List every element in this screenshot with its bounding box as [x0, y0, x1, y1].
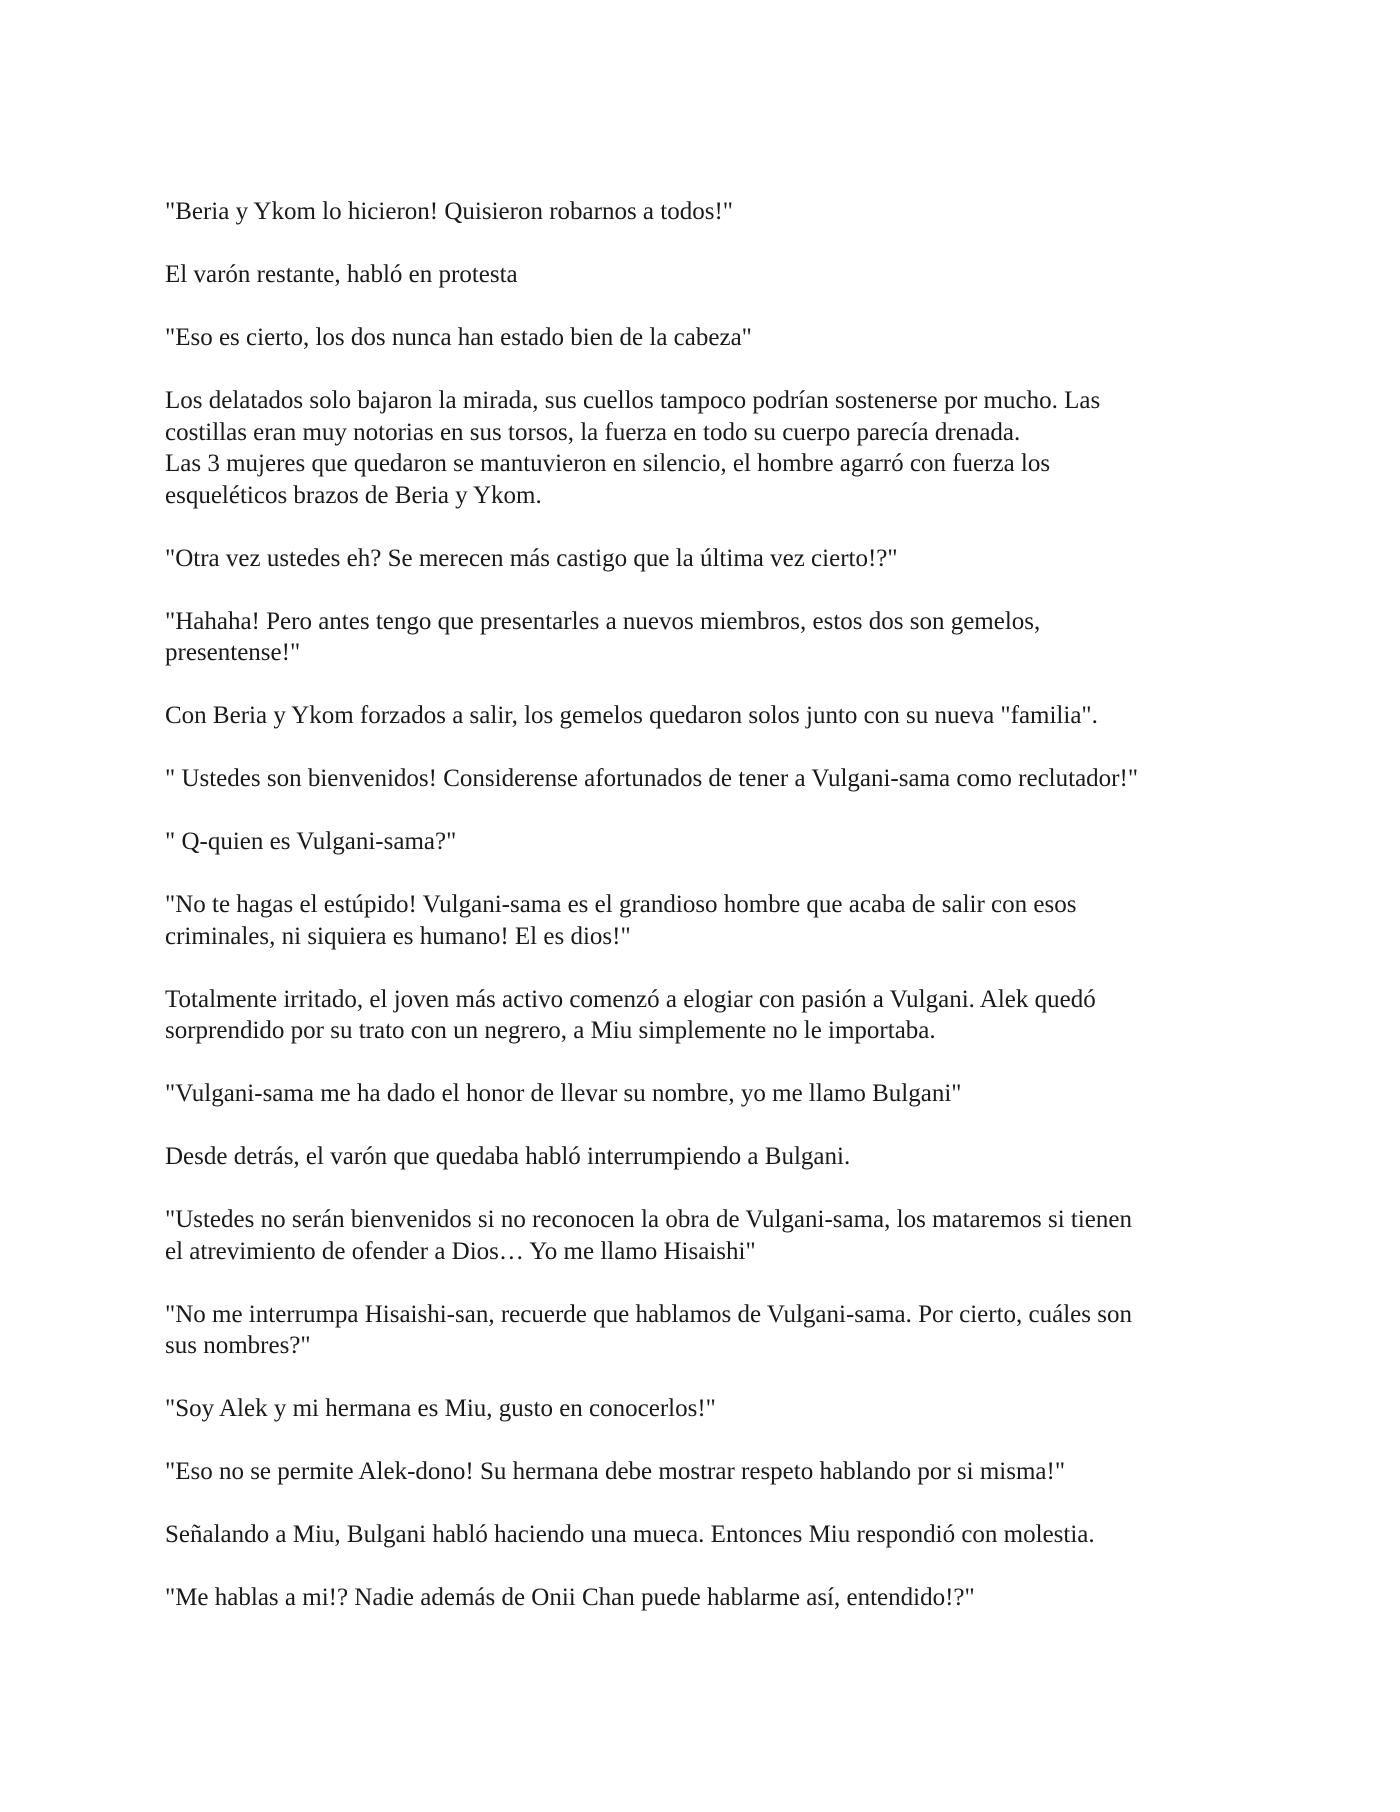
text-line: "No te hagas el estúpido! Vulgani-sama es el grandioso hombre que acaba de salir con esos: [165, 891, 1077, 918]
text-line: Señalando a Miu, Bulgani habló haciendo una mueca. Entonces Miu respondió con molestia.: [165, 1521, 1095, 1548]
text-line: " Q-quien es Vulgani-sama?": [165, 828, 457, 855]
paragraph-4: [165, 385, 1245, 511]
paragraph-15: [165, 1299, 1245, 1362]
text-line: Con Beria y Ykom forzados a salir, los gemelos quedaron solos junto con su nueva "familia".: [165, 702, 1098, 729]
text-line: esqueléticos brazos de Beria y Ykom.: [165, 481, 542, 509]
paragraph-11: [165, 984, 1245, 1047]
paragraph-1: [165, 196, 1245, 228]
document-body: [165, 196, 1245, 1614]
paragraph-8: [165, 763, 1245, 795]
text-line: "Otra vez ustedes eh? Se merecen más castigo que la última vez cierto!?": [165, 544, 898, 572]
text-line: Totalmente irritado, el joven más activo comenzó a elogiar con pasión a Vulgani. Alek quedó: [165, 985, 1096, 1013]
paragraph-5: [165, 543, 1245, 575]
text-line: "Ustedes no serán bienvenidos si no reconocen la obra de Vulgani-sama, los mataremos si tienen: [165, 1206, 1133, 1233]
text-line: "Eso no se permite Alek-dono! Su hermana debe mostrar respeto hablando por si misma!": [165, 1458, 1066, 1485]
paragraph-10: [165, 889, 1245, 952]
paragraph-14: [165, 1204, 1245, 1267]
text-line: Las 3 mujeres que quedaron se mantuvieron en silencio, el hombre agarró con fuerza los: [165, 450, 1051, 477]
paragraph-13: [165, 1141, 1245, 1173]
paragraph-7: [165, 700, 1245, 732]
paragraph-17: [165, 1456, 1245, 1488]
paragraph-9: [165, 826, 1245, 858]
text-line: el atrevimiento de ofender a Dios… Yo me llamo Hisaishi": [165, 1237, 756, 1265]
text-line: "No me interrumpa Hisaishi-san, recuerde que hablamos de Vulgani-sama. Por cierto, cuáles son: [165, 1300, 1132, 1328]
text-line: "Hahaha! Pero antes tengo que presentarles a nuevos miembros, estos dos son gemelos,: [165, 607, 1041, 635]
text-line: El varón restante, habló en protesta: [165, 261, 518, 288]
text-line: criminales, ni siquiera es humano! El es dios!": [165, 922, 631, 950]
paragraph-2: [165, 259, 1245, 291]
text-line: costillas eran muy notorias en sus torsos, la fuerza en todo su cuerpo parecía drenada.: [165, 418, 1021, 446]
text-line: sus nombres?": [165, 1332, 311, 1359]
paragraph-12: [165, 1078, 1245, 1110]
text-line: "Me hablas a mi!? Nadie además de Onii Chan puede hablarme así, entendido!?": [165, 1584, 975, 1611]
text-line: Los delatados solo bajaron la mirada, sus cuellos tampoco podrían sostenerse por mucho. Las: [165, 387, 1101, 414]
paragraph-6: [165, 606, 1245, 669]
paragraph-19: [165, 1582, 1245, 1614]
text-line: "Beria y Ykom lo hicieron! Quisieron robarnos a todos!": [165, 198, 733, 225]
text-line: sorprendido por su trato con un negrero, a Miu simplemente no le importaba.: [165, 1017, 936, 1044]
paragraph-18: [165, 1519, 1245, 1551]
text-line: presentense!": [165, 639, 301, 666]
paragraph-16: [165, 1393, 1245, 1425]
paragraph-3: [165, 322, 1245, 354]
text-line: "Eso es cierto, los dos nunca han estado bien de la cabeza": [165, 324, 752, 351]
text-line: Desde detrás, el varón que quedaba habló interrumpiendo a Bulgani.: [165, 1143, 851, 1170]
text-line: "Vulgani-sama me ha dado el honor de llevar su nombre, yo me llamo Bulgani": [165, 1080, 962, 1107]
text-line: "Soy Alek y mi hermana es Miu, gusto en conocerlos!": [165, 1395, 716, 1422]
text-line: " Ustedes son bienvenidos! Considerense afortunados de tener a Vulgani-sama como reclutador!": [165, 765, 1139, 792]
